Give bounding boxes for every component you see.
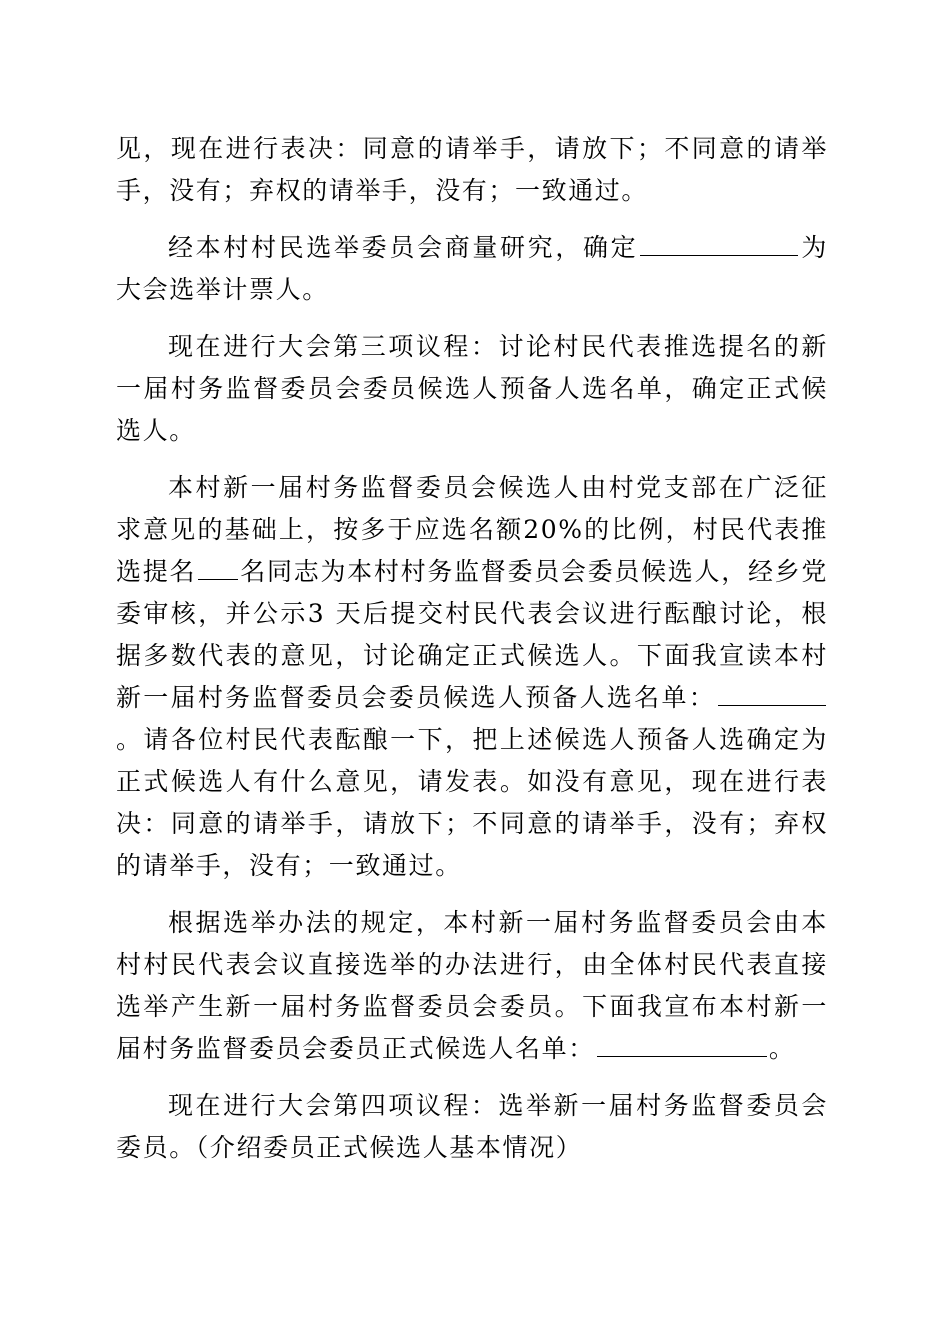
paragraph-text: 根据选举办法的规定，本村新一届村务监督委员会由本村村民代表会议直接选举的办法进行，由全体村民代表直接选举产生新一届村务监督委员会委员。下面我宣布本村新一届村务监督委员会委员正式候选人名单： [116,908,828,1063]
paragraph-text: 。请各位村民代表酝酿一下，把上述候选人预备人选确定为正式候选人有什么意见，请发表。如没有意见，现在进行表决：同意的请举手，请放下；不同意的请举手，没有；弃权的请举手，没有；一致通过。 [116,725,828,880]
paragraph-text: 见，现在进行表决：同意的请举手，请放下；不同意的请举手，没有；弃权的请举手，没有；一致通过。 [116,134,828,205]
paragraph-vote-result [116,128,828,212]
paragraph-text: 为大会选举计票人。 [116,233,828,304]
fill-in-blank-preliminary-list [718,679,826,706]
paragraph-text: 现在进行大会第四项议程：选举新一届村务监督委员会委员。（介绍委员正式候选人基本情况） [116,1091,828,1162]
paragraph-election-method [116,902,828,1070]
paragraph-fourth-agenda [116,1085,828,1169]
paragraph-text: 名同志为本村村务监督委员会委员候选人，经乡党委审核，并公示3 天后提交村民代表会议进行酝酿讨论，根据多数代表的意见，讨论确定正式候选人。下面我宣读本村新一届村务监督委员会委员候选人预备人选名单： [116,557,828,712]
paragraph-vote-counter [116,227,828,311]
paragraph-text: 经本村村民选举委员会商量研究，确定 [168,233,639,262]
paragraph-candidate-nomination [116,467,828,887]
fill-in-blank-candidate-count [198,553,238,580]
fill-in-blank-counter-name [640,229,798,256]
paragraph-third-agenda [116,326,828,452]
paragraph-text: 现在进行大会第三项议程：讨论村民代表推选提名的新一届村务监督委员会委员候选人预备人选名单，确定正式候选人。 [116,332,828,445]
document-page [116,128,828,1184]
fill-in-blank-formal-candidate-list [597,1030,767,1057]
paragraph-text: 。 [768,1034,796,1063]
paragraph-text: 本村新一届村务监督委员会候选人由村党支部在广泛征求意见的基础上，按多于应选名额20%的比例，村民代表推选提名 [116,473,828,586]
